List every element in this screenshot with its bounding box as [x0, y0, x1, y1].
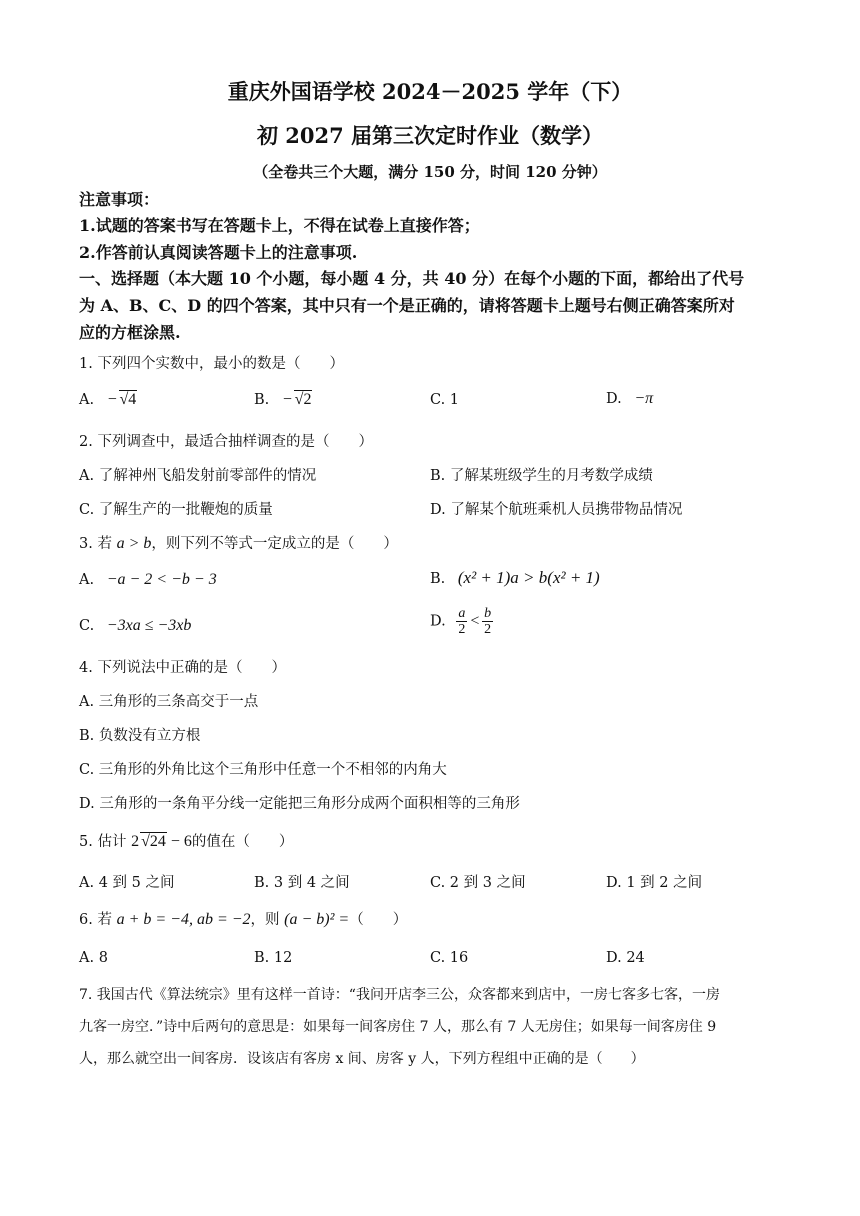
- section1-line1: 一、选择题（本大题 10 个小题，每小题 4 分，共 40 分）在每个小题的下面，都给出了代号: [79, 269, 745, 288]
- fraction-b-over-2: $\frac{b}{2}$: [484, 606, 492, 637]
- q5-option-c: C. 2 到 3 之间: [430, 875, 526, 891]
- q2-option-d: D. 了解某个航班乘机人员携带物品情况: [430, 502, 683, 518]
- q7-line3: 人，那么就空出一间客房．设该店有客房 x 间、房客 y 人，下列方程组中正确的是（ ）: [79, 1051, 645, 1067]
- exam-info: （全卷共三个大题，满分 150 分，时间 120 分钟）: [253, 163, 607, 181]
- notice-heading: 注意事项：: [79, 190, 160, 209]
- notice-item-2: 2.作答前认真阅读答题卡上的注意事项.: [79, 243, 358, 262]
- q1-option-d: D. −π: [606, 390, 654, 407]
- q3-option-b: B. (x² + 1)a > b(x² + 1): [430, 568, 600, 587]
- q4-option-c: C. 三角形的外角比这个三角形中任意一个不相邻的内角大: [79, 762, 447, 778]
- q7-line1: 7. 我国古代《算法统宗》里有这样一首诗：“我问开店李三公，众客都来到店中，一房七客多七客，一房: [79, 987, 720, 1003]
- q6-option-a: A. 8: [79, 950, 108, 966]
- q6-option-c: C. 16: [430, 950, 469, 966]
- q1-option-c: C. 1: [430, 392, 460, 408]
- q3-stem: 3. 若 a > b，则下列不等式一定成立的是（ ）: [79, 535, 398, 552]
- q2-option-b: B. 了解某班级学生的月考数学成绩: [430, 468, 653, 484]
- q6-option-d: D. 24: [606, 950, 645, 966]
- q5-option-b: B. 3 到 4 之间: [254, 875, 350, 891]
- q1-option-b: B. − √2: [254, 391, 312, 408]
- school-title: 重庆外国语学校 2024－2025 学年（下）: [227, 79, 633, 104]
- q4-stem: 4. 下列说法中正确的是（ ）: [79, 660, 286, 676]
- q4-option-d: D. 三角形的一条角平分线一定能把三角形分成两个面积相等的三角形: [79, 796, 520, 812]
- q3-option-c: C. −3xa ≤ −3xb: [79, 617, 192, 634]
- q3-option-d: D. $\frac{a}{2}$ < $\frac{b}{2}$: [430, 606, 492, 637]
- q2-option-a: A. 了解神州飞船发射前零部件的情况: [79, 468, 317, 484]
- q2-option-c: C. 了解生产的一批鞭炮的质量: [79, 502, 273, 518]
- exam-title: 初 2027 届第三次定时作业（数学）: [256, 123, 604, 148]
- q4-option-a: A. 三角形的三条高交于一点: [79, 694, 259, 710]
- q2-stem: 2. 下列调查中，最适合抽样调查的是（ ）: [79, 434, 373, 450]
- q3-option-a: A. −a − 2 < −b − 3: [79, 571, 217, 588]
- q5-option-d: D. 1 到 2 之间: [606, 875, 703, 891]
- sqrt-symbol: √4: [119, 391, 137, 408]
- q5-option-a: A. 4 到 5 之间: [79, 875, 175, 891]
- q4-option-b: B. 负数没有立方根: [79, 728, 201, 744]
- q6-option-b: B. 12: [254, 950, 293, 966]
- q1-option-a: A. − √4: [79, 391, 137, 408]
- q7-line2: 九客一房空．”诗中后两句的意思是：如果每一间客房住 7 人，那么有 7 人无房住；如果每一间客房住 9: [79, 1019, 717, 1035]
- notice-item-1: 1.试题的答案书写在答题卡上，不得在试卷上直接作答；: [79, 216, 480, 235]
- sqrt-symbol: √2: [294, 391, 312, 408]
- section1-line3: 应的方框涂黑.: [79, 323, 181, 342]
- q6-stem: 6. 若 a + b = −4, ab = −2，则 (a − b)² =（ ）: [79, 911, 408, 928]
- fraction-a-over-2: $\frac{a}{2}$: [458, 606, 466, 637]
- sqrt-symbol: √24: [141, 833, 166, 850]
- q1-stem: 1. 下列四个实数中，最小的数是（ ）: [79, 356, 344, 372]
- q5-stem: 5. 估计 2 √24 − 6的值在（ ）: [79, 833, 294, 850]
- section1-line2: 为 A、B、C、D 的四个答案，其中只有一个是正确的，请将答题卡上题号右侧正确答案所对: [79, 296, 735, 315]
